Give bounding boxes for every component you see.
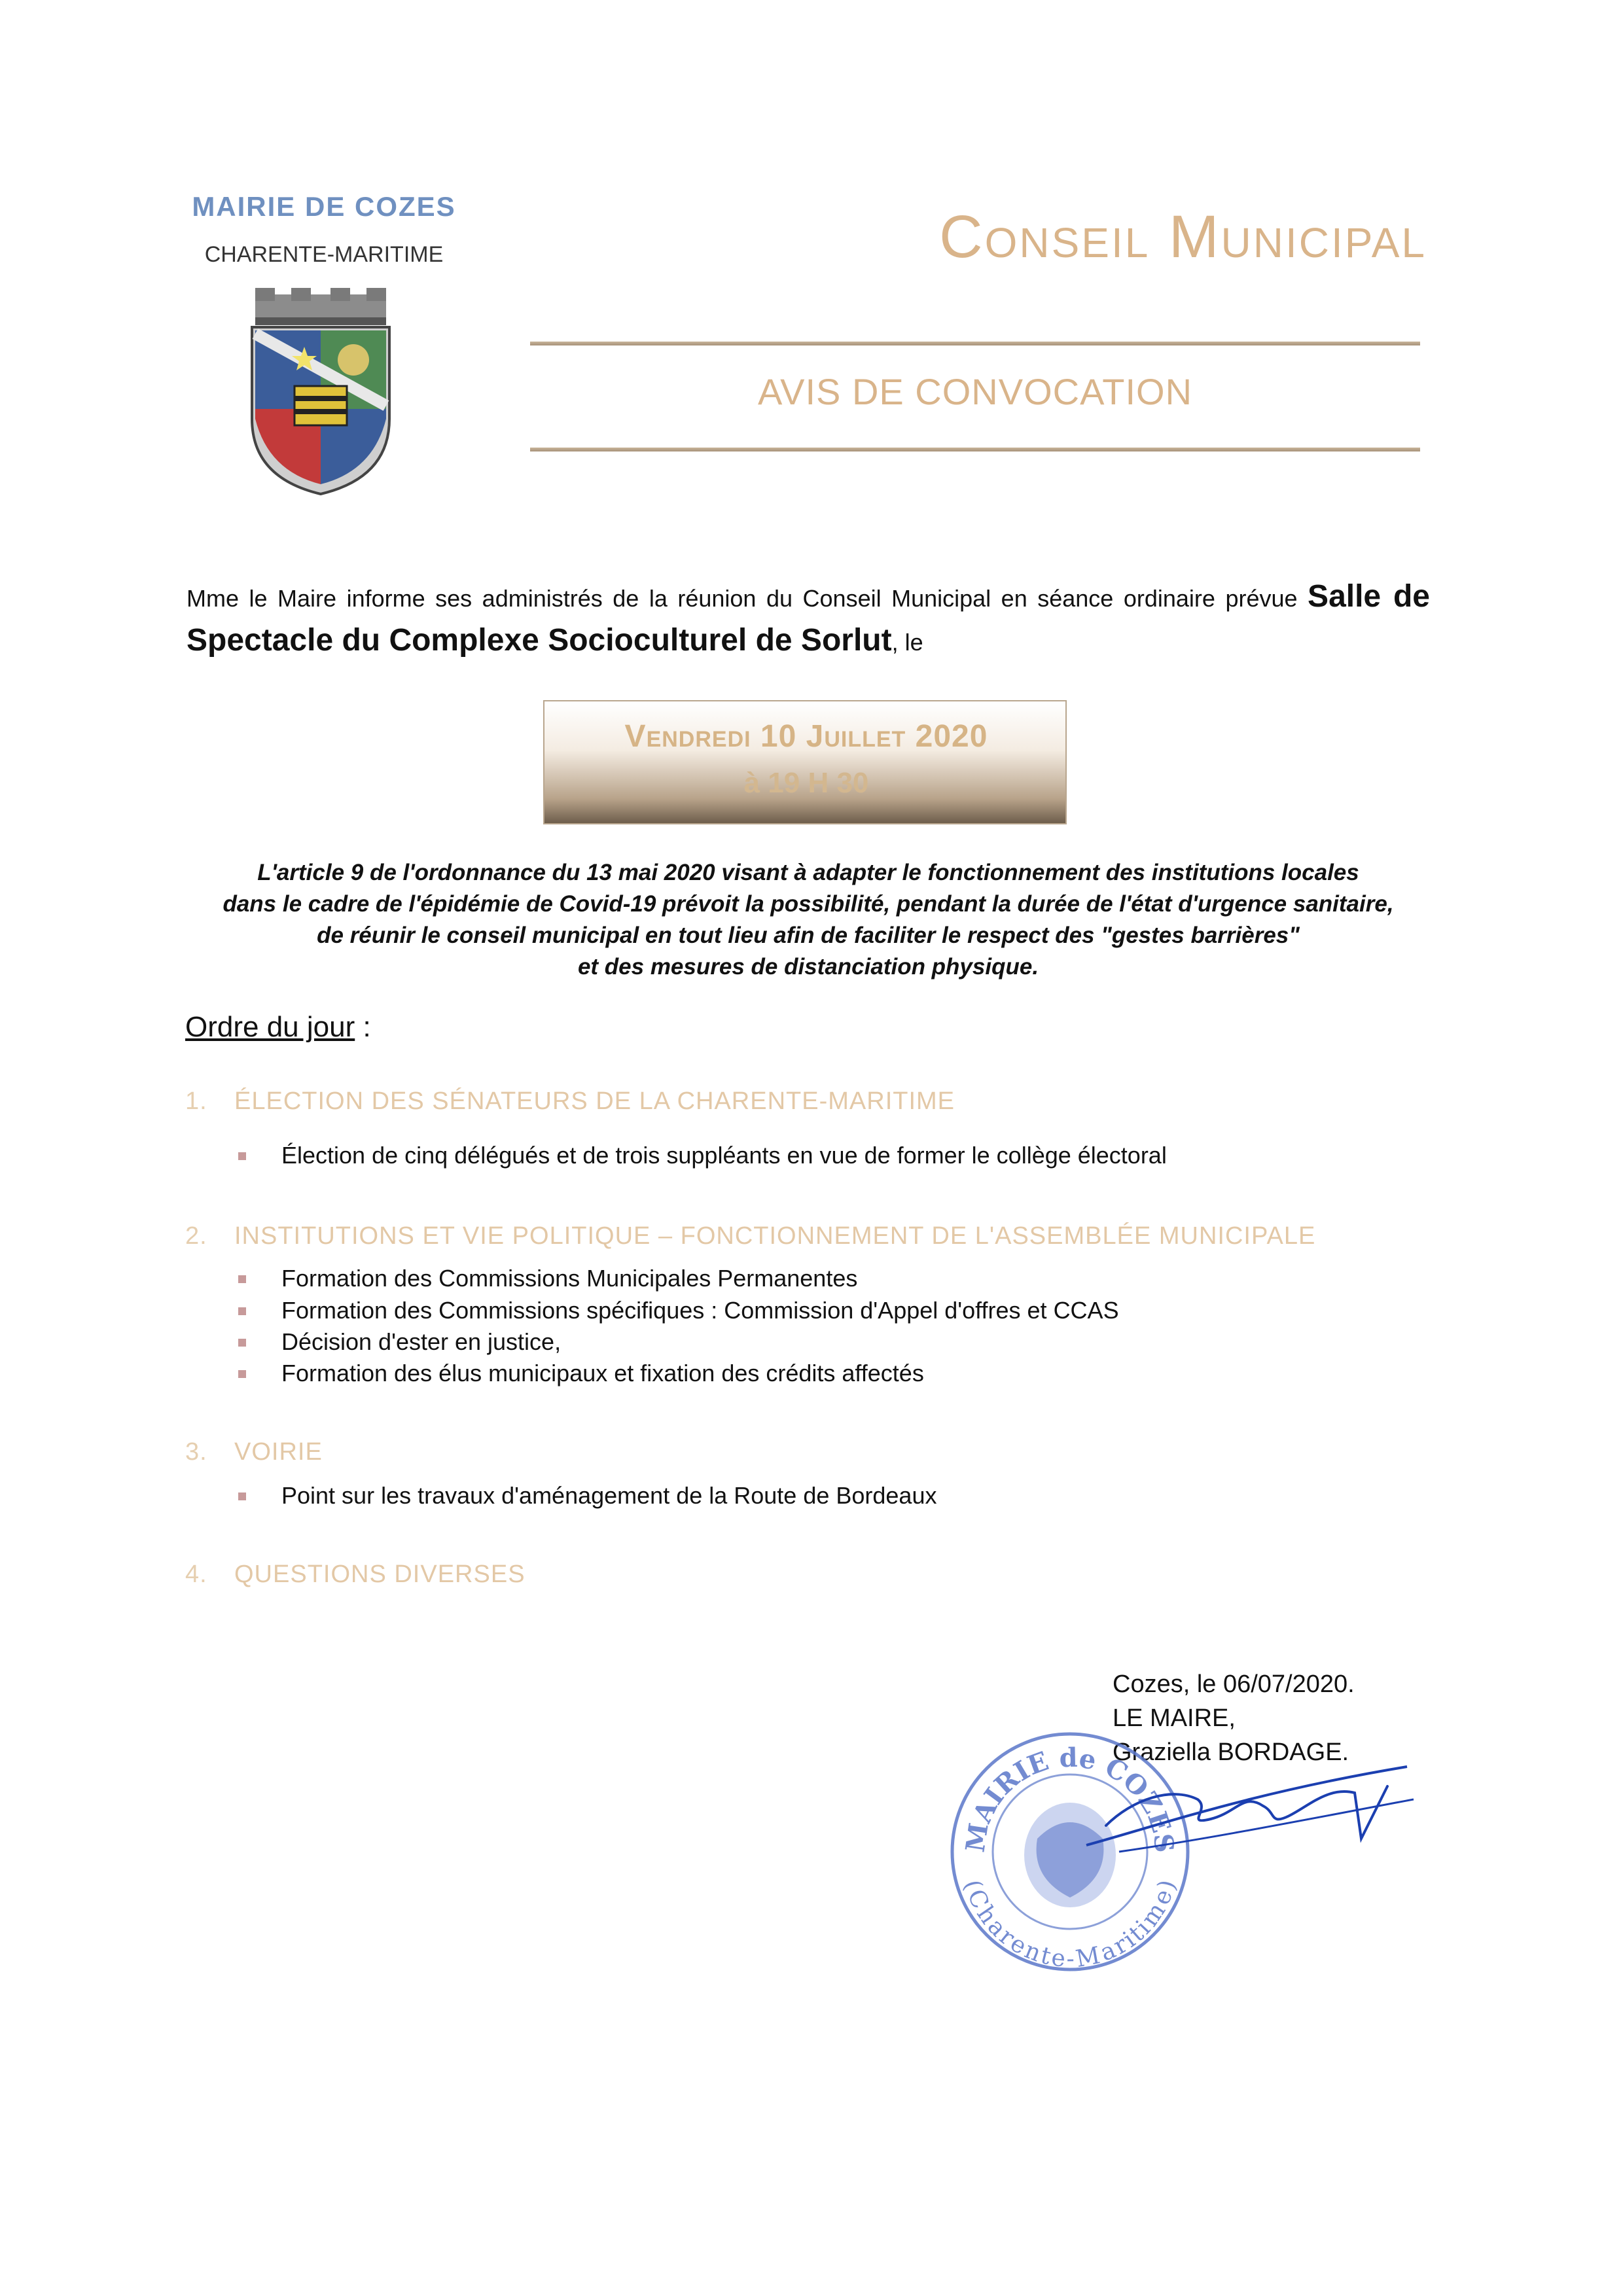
agenda-subitem-text: Formation des élus municipaux et fixation des crédits affectés xyxy=(281,1360,924,1386)
agenda-subitem-text: Formation des Commissions Municipales Permanentes xyxy=(281,1265,858,1292)
agenda-item-title: VOIRIE xyxy=(234,1438,323,1466)
agenda-subitem-text: Décision d'ester en justice, xyxy=(281,1328,562,1355)
bullet-icon xyxy=(238,1339,246,1347)
seal-top-text: MAIRIE de COZES xyxy=(959,1742,1180,1854)
bullet-icon xyxy=(238,1307,246,1315)
agenda-item-number: 2. xyxy=(185,1222,207,1250)
article-note-line: dans le cadre de l'épidémie de Covid-19 prévoit la possibilité, pendant la durée de l'état d'urgence sanitaire, xyxy=(223,891,1394,917)
article-note-line: de réunir le conseil municipal en tout lieu afin de faciliter le respect des "gestes barrières" xyxy=(317,923,1300,948)
agenda-subitem-text: Point sur les travaux d'aménagement de la Route de Bordeaux xyxy=(281,1482,937,1509)
signature-role: LE MAIRE, xyxy=(1113,1704,1236,1732)
agenda-item-title: INSTITUTIONS ET VIE POLITIQUE – FONCTIONNEMENT DE L'ASSEMBLÉE MUNICIPALE xyxy=(234,1222,1316,1250)
bullet-icon xyxy=(238,1370,246,1378)
agenda-subitem xyxy=(281,1265,857,1292)
title-divider-bottom xyxy=(530,448,1420,451)
agenda-subitem xyxy=(281,1360,924,1387)
agenda-item-title: QUESTIONS DIVERSES xyxy=(234,1561,526,1588)
meeting-date-box xyxy=(543,700,1067,824)
article-note xyxy=(187,857,1430,983)
meeting-date: Vendredi 10 Juillet 2020 xyxy=(624,719,988,754)
bullet-icon xyxy=(238,1152,246,1160)
agenda-heading xyxy=(185,1011,371,1044)
bullet-icon xyxy=(238,1275,246,1283)
handwritten-signature-icon xyxy=(1080,1747,1420,1865)
coat-of-arms-icon xyxy=(242,288,399,497)
mairie-name: MAIRIE DE COZES xyxy=(192,191,456,222)
agenda-item-3 xyxy=(185,1438,323,1466)
agenda-subitem xyxy=(281,1482,936,1510)
agenda-item-number: 4. xyxy=(185,1561,207,1588)
article-note-line: L'article 9 de l'ordonnance du 13 mai 2020 visant à adapter le fonctionnement des institutions locales xyxy=(257,860,1359,885)
meeting-venue: Salle de Spectacle du Complexe Socioculturel de Sorlut xyxy=(187,579,1430,658)
agenda-item-number: 1. xyxy=(185,1087,207,1115)
signature-place-date: Cozes, le 06/07/2020. xyxy=(1113,1670,1355,1698)
intro-suffix: , le xyxy=(891,629,923,656)
seal-bottom-text: (Charente-Maritime) xyxy=(958,1877,1182,1973)
agenda-subitem-text: Élection de cinq délégués et de trois suppléants en vue de former le collège électoral xyxy=(281,1142,1167,1169)
bullet-icon xyxy=(238,1492,246,1500)
agenda-subitem xyxy=(281,1297,1119,1324)
department-name: CHARENTE-MARITIME xyxy=(204,242,444,267)
agenda-subitem xyxy=(281,1142,1167,1169)
page-title: Conseil Municipal xyxy=(939,203,1427,270)
document-subtitle: AVIS DE CONVOCATION xyxy=(757,371,1193,412)
agenda-heading-suffix: : xyxy=(355,1011,371,1043)
agenda-subitem-text: Formation des Commissions spécifiques : Commission d'Appel d'offres et CCAS xyxy=(281,1297,1119,1324)
agenda-item-2 xyxy=(185,1222,1315,1250)
agenda-subitem xyxy=(281,1328,561,1356)
agenda-heading-text: Ordre du jour xyxy=(185,1011,355,1043)
article-note-line: et des mesures de distanciation physique. xyxy=(577,954,1039,980)
agenda-item-1 xyxy=(185,1087,955,1116)
agenda-item-4 xyxy=(185,1561,526,1589)
agenda-item-title: ÉLECTION DES SÉNATEURS DE LA CHARENTE-MARITIME xyxy=(234,1087,955,1115)
title-divider-top xyxy=(530,342,1420,345)
intro-paragraph xyxy=(187,576,1430,663)
meeting-time: à 19 H 30 xyxy=(743,767,869,799)
intro-text: Mme le Maire informe ses administrés de la réunion du Conseil Municipal en séance ordinaire prévue xyxy=(187,585,1308,612)
signature-name: Graziella BORDAGE. xyxy=(1113,1739,1349,1766)
agenda-item-number: 3. xyxy=(185,1438,207,1466)
